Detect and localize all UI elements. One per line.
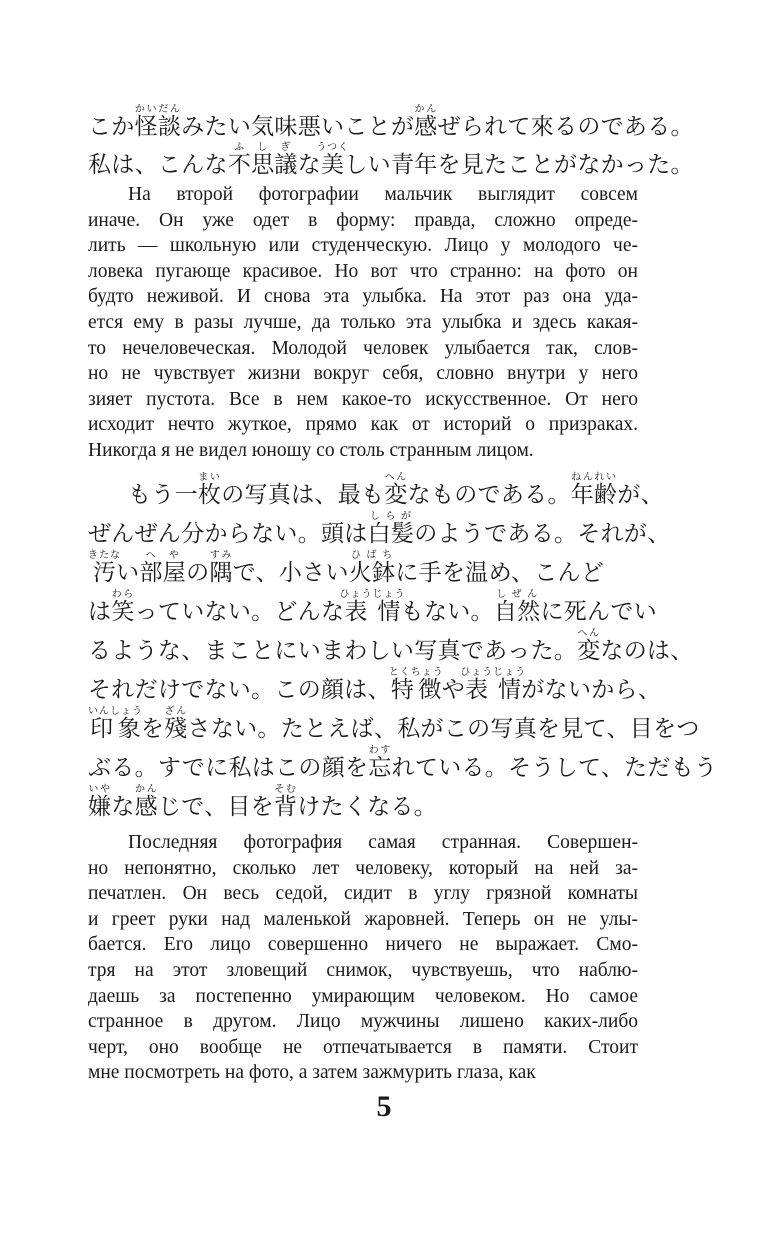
ruby-word: 年齢ねんれい (570, 472, 618, 508)
text-line: но непонятно, сколько лет человеку, который на ней за- (88, 857, 638, 879)
ruby-word: 変へん (577, 628, 601, 664)
ruby-word: 白髪しらが (367, 511, 415, 547)
ruby-word: 感かん (134, 784, 158, 820)
ruby-word: 自然しぜん (493, 589, 541, 625)
text-line: будто неживой. И снова эта улыбка. На этот раз она уда- (88, 286, 638, 308)
ruby-word: 表情ひょうじょう (339, 589, 406, 625)
text-line: но не чувствует жизни вокруг себя, словно внутри у него (88, 363, 638, 385)
jp-line: こか怪談かいだんみたい気味悪いことが感かんぜられて來るのである。 (88, 104, 694, 140)
jp-line: 嫌いやな感かんじで、目を背そむけたくなる。 (88, 784, 438, 820)
text-line: странное в другом. Лицо мужчины лишено каких-либо (88, 1011, 638, 1033)
ruby-word: 表情ひょうじょう (460, 667, 527, 703)
text-line: тря на этот зловещий снимок, чувствуешь, что наблю- (88, 959, 638, 981)
jp-line: ぜんぜん分からない。頭は白髪しらがのようである。それが、 (88, 511, 671, 547)
ruby-word: 特徴とくちょう (388, 667, 444, 703)
text-line: Последняя фотография самая странная. Совершен- (128, 832, 638, 853)
ruby-word: 印象いんしょう (88, 706, 143, 742)
ruby-word: 嫌いや (88, 784, 112, 820)
text-line: печатлен. Он весь седой, сидит в углу грязной комнаты (88, 883, 638, 905)
jp-line: るような、まことにいまわしい写真であった。変へんなのは、 (88, 628, 694, 664)
jp-line: 印象いんしょうを殘ざんさない。たとえば、私がこの写真を見て、目をつ (88, 706, 700, 742)
ruby-word: 怪談かいだん (134, 104, 182, 140)
text-line: лить — школьную или студенческую. Лицо у молодого че- (88, 235, 638, 257)
ruby-word: 忘わす (368, 745, 392, 781)
ruby-word: 汚きたな (88, 550, 121, 586)
text-line: то нечеловеческая. Молодой человек улыбается так, слов- (88, 337, 638, 359)
text-line: и греет руки над маленькой жаровней. Теперь он не улы- (88, 908, 638, 930)
jp-line: もう一枚まいの写真は、最も変へんなものである。年齢ねんれいが、 (128, 472, 664, 508)
text-line: даешь за постепенно умирающим человеком. Но самое (88, 985, 638, 1007)
ruby-word: 枚まい (197, 472, 222, 508)
text-line: На второй фотографии мальчик выглядит совсем (128, 184, 638, 205)
jp-line: 汚きたない部屋へやの隅すみで、小さい火鉢ひばちに手を温め、こんど (88, 550, 605, 586)
jp-line: それだけでない。この顔は、特徴とくちょうや表情ひょうじょうがないから、 (88, 667, 662, 703)
text-line: зияет пустота. Все в нем какое-то искусственное. От него (88, 388, 638, 410)
text-line: ловека пугающе красивое. Но вот что странно: на фото он (88, 260, 638, 282)
japanese-passage-middle (88, 472, 718, 823)
ruby-word: 隅すみ (209, 550, 233, 586)
jp-line: は笑わらっていない。どんな表情ひょうじょうもない。自然しぜんに死んでい (88, 589, 657, 625)
jp-line: ぶる。すでに私はこの顔を忘わすれている。そうして、ただもう (88, 745, 718, 781)
ruby-word: 不思議ふしぎ (227, 142, 298, 178)
text-line: Никогда я не видел юношу со столь странным лицом. (88, 439, 534, 461)
ruby-word: 変へん (384, 472, 408, 508)
text-line: черт, оно вообще не отпечатывается в памяти. Стоит (88, 1036, 638, 1058)
ruby-word: 感かん (414, 104, 438, 140)
russian-paragraph-1 (88, 182, 638, 464)
ruby-word: 笑わら (111, 589, 135, 625)
ruby-word: 美うつく (316, 142, 350, 178)
japanese-passage-top (88, 104, 694, 180)
page-number: 5 (376, 1090, 392, 1123)
text-line: мне посмотреть на фото, а затем зажмурить глаза, как (88, 1062, 536, 1084)
text-line: ется ему в разы лучше, да только эта улыбка и здесь какая- (88, 311, 638, 333)
ruby-word: 部屋へや (139, 550, 187, 586)
text-line: иначе. Он уже одет в форму: правда, сложно опреде- (88, 209, 638, 231)
russian-paragraph-2 (88, 830, 638, 1086)
ruby-word: 火鉢ひばち (348, 550, 396, 586)
ruby-word: 背そむ (273, 784, 298, 820)
text-line: бается. Его лицо совершенно ничего не выражает. Смо- (88, 934, 638, 956)
ruby-word: 殘ざん (164, 706, 188, 742)
text-line: исходит нечто жуткое, прямо как от историй о призраках. (88, 414, 638, 436)
jp-line: 私は、こんな不思議ふしぎな美うつくしい青年を見たことがなかった。 (88, 142, 694, 178)
